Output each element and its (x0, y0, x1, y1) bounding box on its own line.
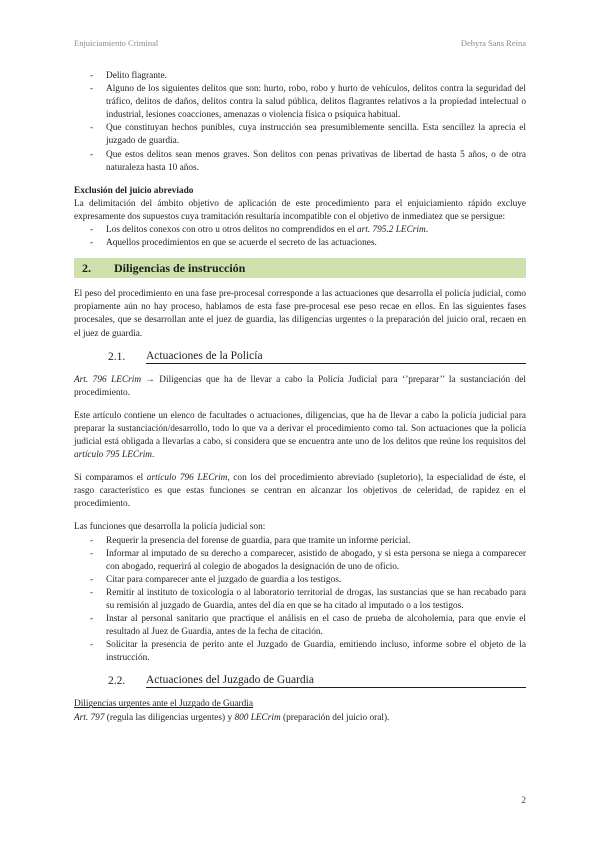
list-item: - Requerir la presencia del forense de guardia, para que tramite un informe pericial. (106, 535, 526, 548)
urgent-diligences-heading: Diligencias urgentes ante el Juzgado de Guardia (74, 699, 253, 710)
subsection-heading (74, 673, 526, 688)
list-item: - Delito flagrante. (106, 70, 526, 83)
subsection-heading (74, 349, 526, 364)
subsection-number: 2.2. (108, 675, 126, 688)
functions-list (74, 535, 526, 666)
section-number: 2. (82, 260, 91, 275)
section-intro: El peso del procedimiento en una fase pre-procesal corresponde a las actuaciones que desarrolla el policía judicial, como propiamente aún no hay proceso, hablamos de esta fase pre-procesal ese peso recae en ellos. En las siguientes fases procesales, que se desarrollan ante el juez de guardia, las diligencias urgentes o la preparación del juicio oral, recaen en el juez de guardia. (74, 289, 526, 339)
list-item: - Aquellos procedimientos en que se acuerde el secreto de las actuaciones. (106, 237, 526, 250)
urgent-diligences-text: Art. 797 (regula las diligencias urgentes) y 800 LECrim (preparación del juicio oral). (74, 712, 390, 723)
list-item: - Solicitar la presencia de perito ante el Juzgado de Guardia, emitiendo incluso, informe sobre el objeto de la instrucción. (106, 639, 526, 665)
exclusion-heading: Exclusión del juicio abreviado (74, 185, 194, 196)
header-right: Dehyra Sans Reina (460, 38, 526, 48)
list-item: - Instar al personal sanitario que practique el análisis en el caso de prueba de alcoholemia, para que envíe el resultado al Juez de Guardia, antes de la fecha de citación. (106, 613, 526, 639)
subsection-title: Actuaciones de la Policía (146, 350, 526, 364)
list-item: - Que estos delitos sean menos graves. Son delitos con penas privativas de libertad de hasta 5 años, o de otra naturaleza hasta 10 años. (106, 149, 526, 175)
header-left: Enjuiciamiento Criminal (74, 38, 159, 48)
section-heading (74, 258, 526, 278)
page-content (74, 70, 526, 725)
section-title: Diligencias de instrucción (114, 260, 246, 275)
subsection-number: 2.1. (108, 350, 126, 363)
list-item: - Citar para comparecer ante el juzgado de guardia a los testigos. (106, 574, 526, 587)
offence-list (74, 70, 526, 175)
page-number: 2 (521, 796, 526, 806)
list-item: - Los delitos conexos con otro u otros delitos no comprendidos en el art. 795.2 LECrim. (106, 224, 526, 237)
subsection-title: Actuaciones del Juzgado de Guardia (146, 674, 526, 688)
exclusion-list (74, 224, 526, 250)
list-item: - Remitir al instituto de toxicología o al laboratorio territorial de drogas, las sustancias que se han recabado para su remisión al juzgado de Guardia, antes del día en que se ha citado al imputado o a los testigos. (106, 587, 526, 613)
list-item: - Informar al imputado de su derecho a comparecer, asistido de abogado, y si esta persona se niega a comparecer con abogado, requerirá al colegio de abogados la designación de uno de oficio. (106, 548, 526, 574)
functions-intro: Las funciones que desarrolla la policía judicial son: (74, 522, 266, 533)
list-item: - Que constituyan hechos punibles, cuya instrucción sea presumiblemente sencilla. Esta sencillez la aprecia el juzgado de guardia. (106, 122, 526, 148)
art-796-paragraph: Art. 796 LECrim → Diligencias que ha de llevar a cabo la Policía Judicial para ‘’preparar’’ la sustanciación del procedimiento. (74, 374, 526, 398)
comparison-paragraph: Si comparamos el artículo 796 LECrim, con los del procedimiento abreviado (supletorio), la especialidad de éste, el rasgo característico es que estas funciones se centran en alcanzar los objetivos de celeridad, de rapidez en el procedimiento. (74, 473, 526, 510)
list-item: - Alguno de los siguientes delitos que son: hurto, robo, robo y hurto de vehículos, delitos contra la seguridad del tráfico, delitos de daños, delitos contra la salud pública, delitos flagrantes relativos a la propiedad intelectual o industrial, lesiones coacciones, amenazas o violencia física o psíquica habitual. (106, 83, 526, 122)
exclusion-text: La delimitación del ámbito objetivo de aplicación de este procedimiento para el enjuiciamiento rápido excluye expresamente dos supuestos cuya tramitación resultaría incompatible con el objetivo de inmediatez que se persigue: (74, 198, 526, 222)
article-paragraph: Este artículo contiene un elenco de facultades o actuaciones, diligencias, que ha de llevar a cabo la policía judicial para preparar la sustanciación/desarrollo, todo lo que va a derivar el procedimiento como tal. Son actuaciones que la policía judicial está obligada a llevarlas a cabo, si considera que se encuentra ante uno de los delitos que reúne los requisitos del artículo 795 LECrim. (74, 410, 526, 461)
